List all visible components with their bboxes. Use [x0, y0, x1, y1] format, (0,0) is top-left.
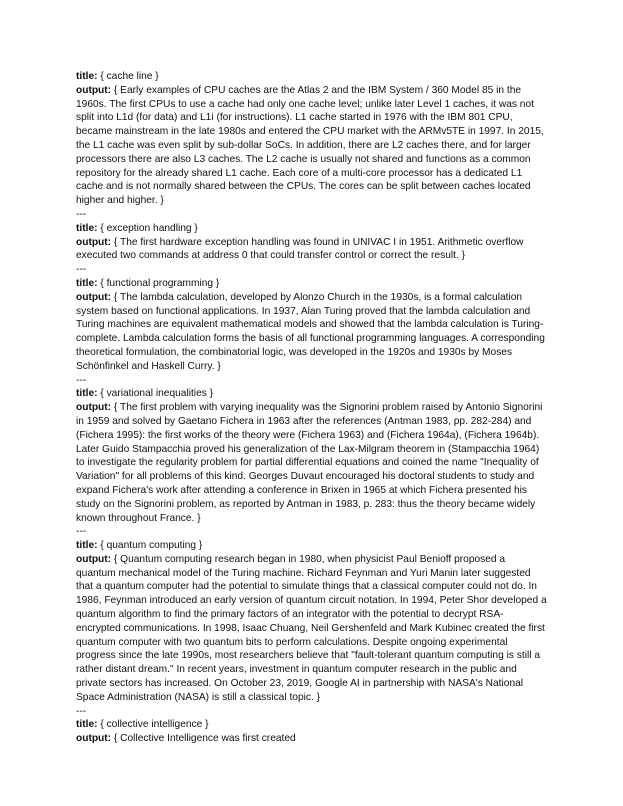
entry-separator: ---	[76, 208, 87, 220]
entry-output: { Quantum computing research began in 1980, when physicist Paul Benioff proposed a quantum mechanical model of the Turing machine. Richard Feynman and Yuri Manin later suggested that a quantum computer had the potential to simulate things that a classical computer could not do. In 1986, Feynman introduced an early version of quantum circuit notation. In 1994, Peter Shor developed a quantum algorithm to find the primary factors of an integrator with the potential to decrypt RSA-encrypted communications. In 1998, Isaac Chuang, Neil Gershenfeld and Mark Kubinec created the first quantum computer with two quantum bits to perform calculations. Despite ongoing experimental progress since the late 1990s, most researchers believe that "fault-tolerant quantum computing is still a rather distant dream." In recent years, investment in quantum computer research in the public and private sectors has increased. On October 23, 2019, Google AI in partnership with NASA's National Space Administration (NASA) is still a classical topic. }	[76, 553, 547, 703]
entry-output: { Collective Intelligence was first created	[113, 733, 296, 745]
entry-exception-handling	[76, 222, 547, 263]
entry-cache-line	[76, 70, 547, 208]
entry-output-line	[76, 84, 547, 208]
entry-output-line	[76, 553, 547, 705]
title-label: title:	[76, 719, 98, 731]
output-label: output:	[76, 291, 112, 303]
entry-title: { collective intelligence }	[100, 719, 209, 731]
title-label: title:	[76, 277, 98, 289]
entry-separator: ---	[76, 264, 87, 276]
entry-title-line	[76, 70, 547, 84]
entry-title-line	[76, 277, 547, 291]
output-label: output:	[76, 236, 112, 248]
entry-separator: ---	[76, 374, 87, 386]
title-label: title:	[76, 540, 98, 552]
entry-output-line	[76, 732, 547, 746]
output-label: output:	[76, 733, 112, 745]
entry-title-line	[76, 222, 547, 236]
output-label: output:	[76, 402, 112, 414]
entry-output: { Early examples of CPU caches are the Atlas 2 and the IBM System / 360 Model 85 in the 1960s. The first CPUs to use a cache had only one cache level; unlike later Level 1 caches, it was not split into L1d (for data) and L1i (for instructions). L1 cache started in 1976 with the IBM 801 CPU, became mainstream in the late 1980s and entered the CPU market with the ARMv5TE in 1997. In 2015, the L1 cache was even split by sub-dollar SoCs. In addition, there are L2 caches there, and for larger processors there are also L3 caches. The L2 cache is usually not shared and functions as a common repository for the already shared L1 cache. Each core of a multi-core processor has a dedicated L1 cache and is not normally shared between the CPUs. The cores can be split between caches located higher and higher. }	[76, 84, 544, 207]
entry-functional-programming	[76, 277, 547, 374]
entry-title: { exception handling }	[100, 222, 198, 234]
title-label: title:	[76, 71, 98, 82]
entry-title: { quantum computing }	[100, 540, 203, 552]
entry-output-line	[76, 291, 547, 374]
entry-output-line	[76, 401, 547, 525]
title-label: title:	[76, 222, 98, 234]
title-label: title:	[76, 388, 98, 400]
entry-title-line	[76, 718, 547, 732]
entry-title: { functional programming }	[100, 277, 220, 289]
output-label: output:	[76, 84, 112, 96]
entry-output: { The first hardware exception handling was found in UNIVAC I in 1951. Arithmetic overflow executed two commands at address 0 that could transfer control or correct the result. }	[76, 236, 524, 262]
entry-title-line	[76, 539, 547, 553]
entry-variational-inequalities	[76, 387, 547, 525]
entry-output: { The lambda calculation, developed by Alonzo Church in the 1930s, is a formal calculation system based on functional applications. In 1937, Alan Turing proved that the lambda calculation and Turing machines are equivalent mathematical models and showed that the lambda calculation is Turing-complete. Lambda calculation forms the basis of all functional programming languages. A corresponding theoretical formulation, the combinatorial logic, was developed in the 1920s and 1930s by Moses Schönfinkel and Haskell Curry. }	[76, 291, 545, 372]
entry-quantum-computing	[76, 539, 547, 705]
entry-collective-intelligence	[76, 718, 547, 746]
entry-output-line	[76, 236, 547, 264]
entry-title: { variational inequalities }	[100, 388, 214, 400]
entry-separator: ---	[76, 526, 87, 538]
entry-title: { cache line }	[100, 71, 159, 82]
entry-output: { The first problem with varying inequality was the Signorini problem raised by Antonio Signorini in 1959 and solved by Gaetano Fichera in 1963 after the references (Antman 1983, pp. 282-284) and (Fichera 1995): the first works of the theory were (Fichera 1963) and (Fichera 1964a), (Fichera 1964b). Later Guido Stampacchia proved his generalization of the Lax-Milgram theorem in (Stampacchia 1964) to investigate the regularity problem for partial differential equations and coined the name "Inequality of Variation" for all problems of this kind. Georges Duvaut encouraged his doctoral students to study and expand Fichera's work after attending a conference in Brixen in 1965 at which Fichera presented his study on the Signorini problem, as reported by Antman in 1983, p. 283: thus the theory became widely known throughout France. }	[76, 402, 543, 524]
entry-title-line	[76, 387, 547, 401]
entry-separator: ---	[76, 705, 87, 717]
output-label: output:	[76, 553, 112, 565]
